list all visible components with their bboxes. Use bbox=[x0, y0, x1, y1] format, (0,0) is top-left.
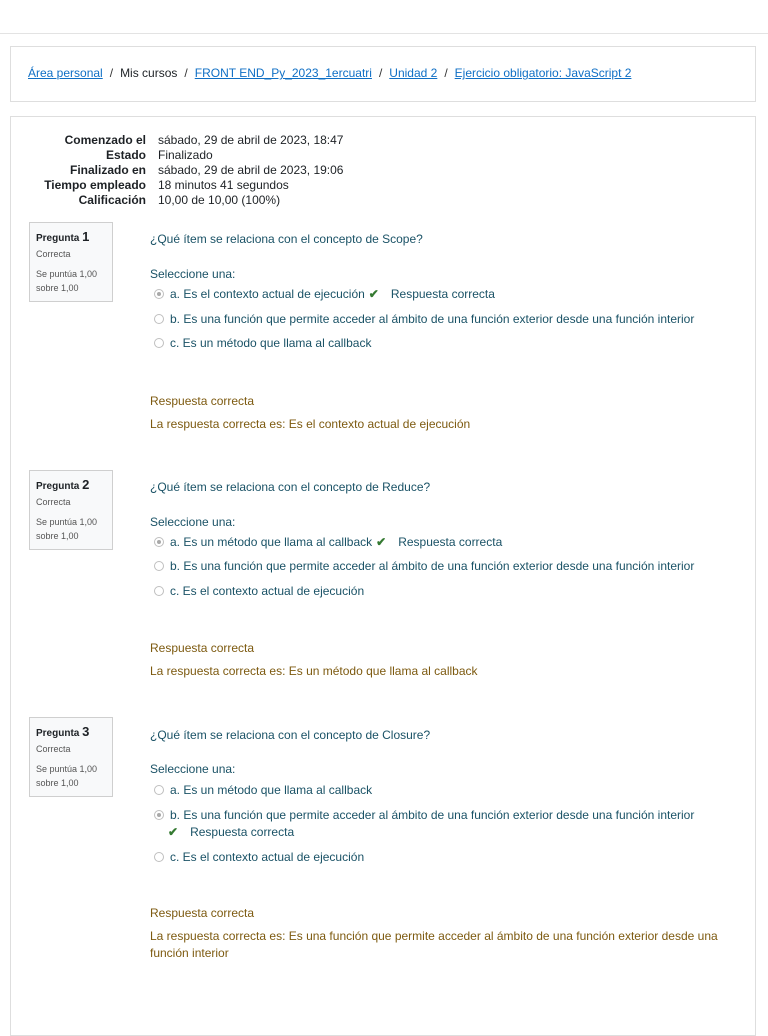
summary-value: sábado, 29 de abril de 2023, 19:06 bbox=[158, 163, 344, 177]
summary-value: 10,00 de 10,00 (100%) bbox=[158, 193, 281, 207]
summary-label: Finalizado en bbox=[69, 163, 146, 177]
question-number: Pregunta 3 bbox=[36, 724, 90, 739]
check-icon: ✔ bbox=[368, 287, 379, 301]
summary-value: sábado, 29 de abril de 2023, 18:47 bbox=[158, 133, 344, 147]
radio-button[interactable] bbox=[154, 338, 164, 348]
option-feedback: Respuesta correcta bbox=[390, 287, 495, 301]
answer-option[interactable]: b. Es una función que permite acceder al ámbito de una función exterior desde una función interior bbox=[154, 559, 694, 573]
radio-button[interactable] bbox=[154, 785, 164, 795]
breadcrumb-separator: / bbox=[378, 66, 383, 80]
radio-button[interactable] bbox=[154, 586, 164, 596]
question-status: Correcta bbox=[36, 249, 71, 259]
general-feedback: Respuesta correcta bbox=[150, 906, 255, 920]
breadcrumb-separator: / bbox=[444, 66, 448, 80]
right-answer: La respuesta correcta es: Es una función que permite acceder al ámbito de una función exterior desde una función interior bbox=[150, 929, 718, 960]
answer-option[interactable]: c. Es el contexto actual de ejecución bbox=[154, 850, 364, 864]
check-icon: ✔ bbox=[168, 825, 179, 839]
radio-button[interactable] bbox=[154, 289, 164, 299]
option-feedback: Respuesta correcta bbox=[398, 535, 503, 549]
question-status: Correcta bbox=[36, 744, 71, 754]
breadcrumb-link-area-personal[interactable]: Área personal bbox=[28, 66, 103, 80]
summary-value: Finalizado bbox=[158, 148, 213, 162]
summary-label: Comenzado el bbox=[64, 133, 146, 147]
right-answer: La respuesta correcta es: Es el contexto actual de ejecución bbox=[150, 417, 471, 431]
question-info-box bbox=[29, 470, 113, 550]
answer-option[interactable]: a. Es un método que llama al callback bbox=[154, 783, 372, 797]
breadcrumb-separator: / bbox=[184, 66, 188, 80]
question-number: Pregunta 2 bbox=[36, 477, 90, 492]
answer-option[interactable]: b. Es una función que permite acceder al ámbito de una función exterior desde una función interior bbox=[154, 312, 694, 326]
answer-option[interactable]: a. Es el contexto actual de ejecución ✔ Respuesta correcta bbox=[154, 287, 495, 301]
top-navbar bbox=[0, 0, 768, 34]
question-status: Correcta bbox=[36, 497, 71, 507]
answer-option[interactable]: b. Es una función que permite acceder al ámbito de una función exterior desde una función interior bbox=[154, 808, 694, 822]
question-number: Pregunta 1 bbox=[36, 229, 90, 244]
question-text: ¿Qué ítem se relaciona con el concepto de Scope? bbox=[150, 232, 423, 246]
question-grade: Se puntúa 1,00 sobre 1,00 bbox=[36, 764, 98, 788]
breadcrumb-link-quiz[interactable]: Ejercicio obligatorio: JavaScript 2 bbox=[454, 66, 632, 80]
radio-button[interactable] bbox=[154, 537, 164, 547]
breadcrumb-item-mis-cursos: Mis cursos bbox=[120, 66, 178, 80]
select-one-prompt: Seleccione una: bbox=[150, 762, 236, 776]
question-text: ¿Qué ítem se relaciona con el concepto de Closure? bbox=[150, 728, 431, 742]
radio-button[interactable] bbox=[154, 314, 164, 324]
right-answer: La respuesta correcta es: Es un método que llama al callback bbox=[150, 664, 478, 678]
general-feedback: Respuesta correcta bbox=[150, 394, 255, 408]
breadcrumb-bar bbox=[10, 46, 756, 102]
summary-label: Estado bbox=[105, 148, 146, 162]
question-info-box bbox=[29, 717, 113, 797]
answer-option[interactable]: c. Es un método que llama al callback bbox=[154, 336, 371, 350]
breadcrumb bbox=[28, 66, 631, 80]
question-info-box bbox=[29, 222, 113, 302]
radio-button[interactable] bbox=[154, 810, 164, 820]
option-feedback-row bbox=[168, 825, 294, 839]
general-feedback: Respuesta correcta bbox=[150, 641, 255, 655]
breadcrumb-link-course[interactable]: FRONT END_Py_2023_1ercuatri bbox=[194, 66, 372, 80]
summary-label: Tiempo empleado bbox=[44, 178, 146, 192]
check-icon: ✔ bbox=[376, 535, 387, 549]
radio-button[interactable] bbox=[154, 561, 164, 571]
attempt-summary bbox=[11, 133, 343, 208]
question-text: ¿Qué ítem se relaciona con el concepto de Reduce? bbox=[150, 480, 431, 494]
breadcrumb-link-unit[interactable]: Unidad 2 bbox=[389, 66, 438, 80]
question-grade: Se puntúa 1,00 sobre 1,00 bbox=[36, 517, 98, 541]
question-grade: Se puntúa 1,00 sobre 1,00 bbox=[36, 269, 98, 293]
answer-option[interactable]: a. Es un método que llama al callback ✔ Respuesta correcta bbox=[154, 535, 502, 549]
radio-button[interactable] bbox=[154, 852, 164, 862]
summary-value: 18 minutos 41 segundos bbox=[158, 178, 289, 192]
select-one-prompt: Seleccione una: bbox=[150, 515, 236, 529]
select-one-prompt: Seleccione una: bbox=[150, 267, 236, 281]
summary-label: Calificación bbox=[78, 193, 146, 207]
option-feedback: Respuesta correcta bbox=[190, 825, 295, 839]
breadcrumb-separator: / bbox=[109, 66, 114, 80]
answer-option[interactable]: c. Es el contexto actual de ejecución bbox=[154, 584, 364, 598]
quiz-review-panel bbox=[10, 116, 756, 1036]
